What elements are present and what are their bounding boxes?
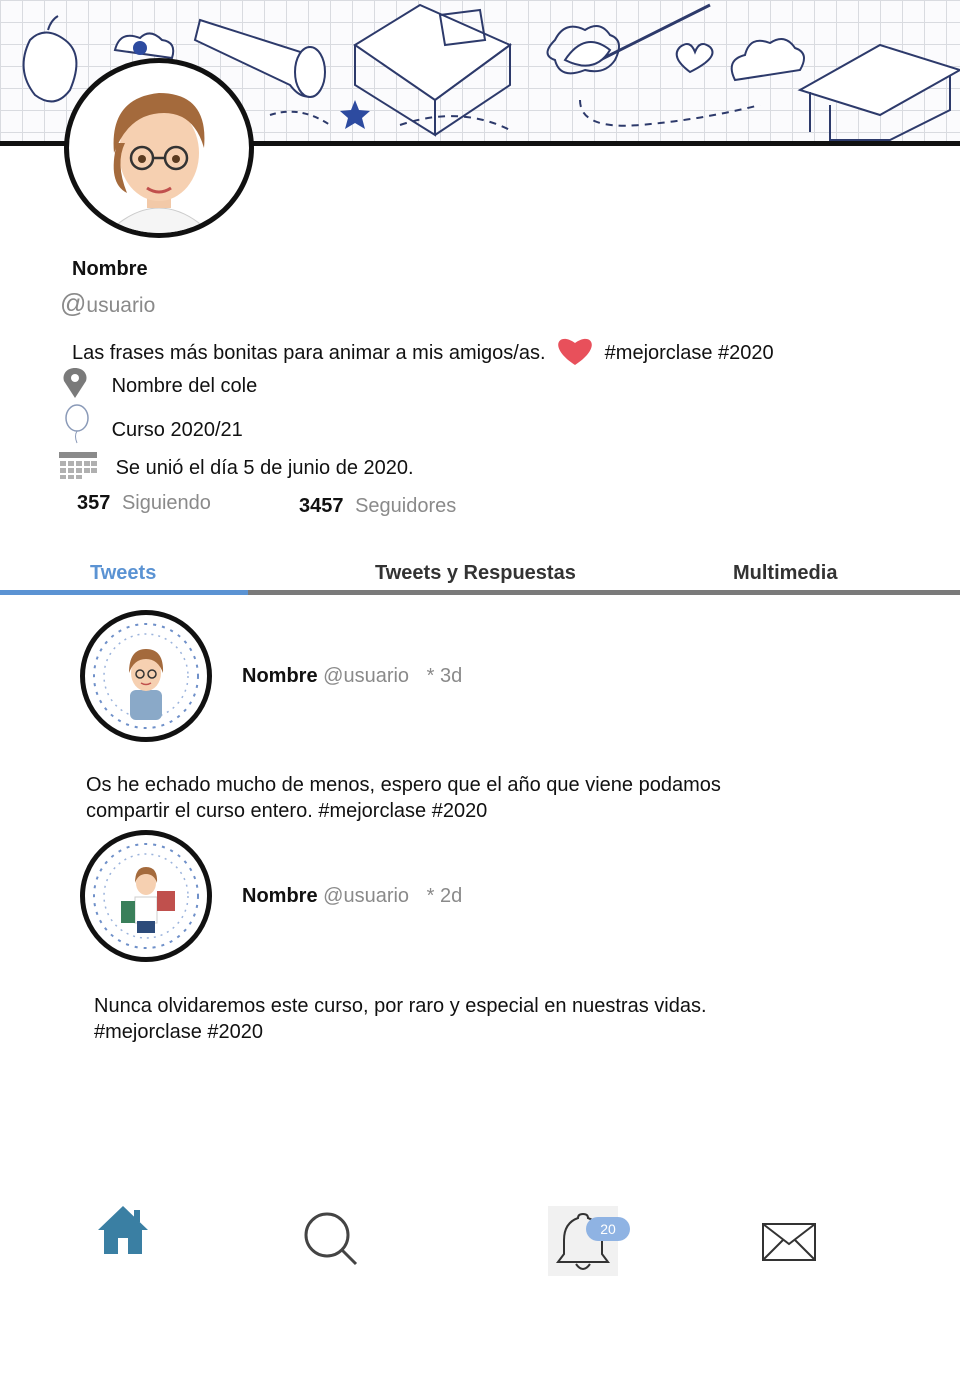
tab-tweets[interactable]: Tweets bbox=[90, 562, 157, 584]
following-stat[interactable] bbox=[77, 492, 211, 515]
tweet-text-line: compartir el curso entero. #mejorclase #2020 bbox=[86, 800, 488, 822]
tweet-header bbox=[242, 885, 462, 908]
joined-text: Se unió el día 5 de junio de 2020. bbox=[115, 457, 414, 479]
course-row bbox=[64, 404, 243, 444]
joined-row bbox=[58, 450, 414, 480]
nav-messages-button[interactable] bbox=[761, 1222, 817, 1267]
tweet-author-name[interactable]: Nombre bbox=[242, 885, 318, 907]
tweet-header bbox=[242, 665, 462, 688]
tab-multimedia[interactable]: Multimedia bbox=[733, 562, 838, 584]
calendar-icon bbox=[58, 450, 98, 480]
notifications-badge: 20 bbox=[586, 1217, 630, 1241]
tweet-avatar-illustration bbox=[85, 615, 207, 737]
school-row bbox=[62, 368, 257, 398]
profile-handle bbox=[60, 288, 155, 319]
tab-active-indicator bbox=[0, 590, 248, 595]
tab-tweets-replies[interactable]: Tweets y Respuestas bbox=[375, 562, 576, 584]
following-count: 357 bbox=[77, 492, 111, 514]
tweet-text-line: #mejorclase #2020 bbox=[94, 1021, 263, 1043]
followers-count: 3457 bbox=[299, 495, 344, 517]
tweet-author-handle[interactable]: @usuario bbox=[323, 885, 410, 907]
course-text: Curso 2020/21 bbox=[111, 419, 243, 441]
tweet-time: * 3d bbox=[426, 665, 463, 687]
profile-avatar[interactable] bbox=[64, 58, 254, 238]
nav-search-button[interactable] bbox=[303, 1211, 359, 1272]
nav-home-button[interactable] bbox=[96, 1204, 150, 1261]
tweet-text bbox=[86, 772, 721, 824]
location-pin-icon bbox=[62, 368, 88, 398]
home-icon bbox=[96, 1204, 150, 1256]
profile-bio bbox=[72, 335, 952, 367]
tweet-text bbox=[94, 993, 707, 1045]
tweet-avatar-illustration bbox=[85, 835, 207, 957]
school-name: Nombre del cole bbox=[111, 375, 258, 397]
handle-at-sign: @ bbox=[60, 288, 87, 318]
heart-icon bbox=[555, 335, 595, 367]
profile-name: Nombre bbox=[72, 258, 148, 280]
bio-hashtags: #mejorclase #2020 bbox=[604, 342, 774, 364]
tweet-avatar[interactable] bbox=[80, 610, 212, 742]
bio-text: Las frases más bonitas para animar a mis amigos/as. bbox=[72, 342, 546, 364]
followers-stat[interactable] bbox=[299, 495, 456, 518]
tweet-text-line: Os he echado mucho de menos, espero que el año que viene podamos bbox=[86, 774, 721, 796]
tweet-author-handle[interactable]: @usuario bbox=[323, 665, 410, 687]
search-icon bbox=[303, 1211, 359, 1267]
avatar-illustration bbox=[69, 63, 249, 233]
tweet-avatar[interactable] bbox=[80, 830, 212, 962]
handle-text: usuario bbox=[86, 294, 156, 317]
following-label: Siguiendo bbox=[121, 492, 211, 514]
tweet-time: * 2d bbox=[426, 885, 463, 907]
tweet-text-line: Nunca olvidaremos este curso, por raro y especial en nuestras vidas. bbox=[94, 995, 707, 1017]
mail-icon bbox=[761, 1222, 817, 1262]
tweet-author-name[interactable]: Nombre bbox=[242, 665, 318, 687]
balloon-icon bbox=[64, 404, 90, 444]
followers-label: Seguidores bbox=[355, 495, 457, 517]
